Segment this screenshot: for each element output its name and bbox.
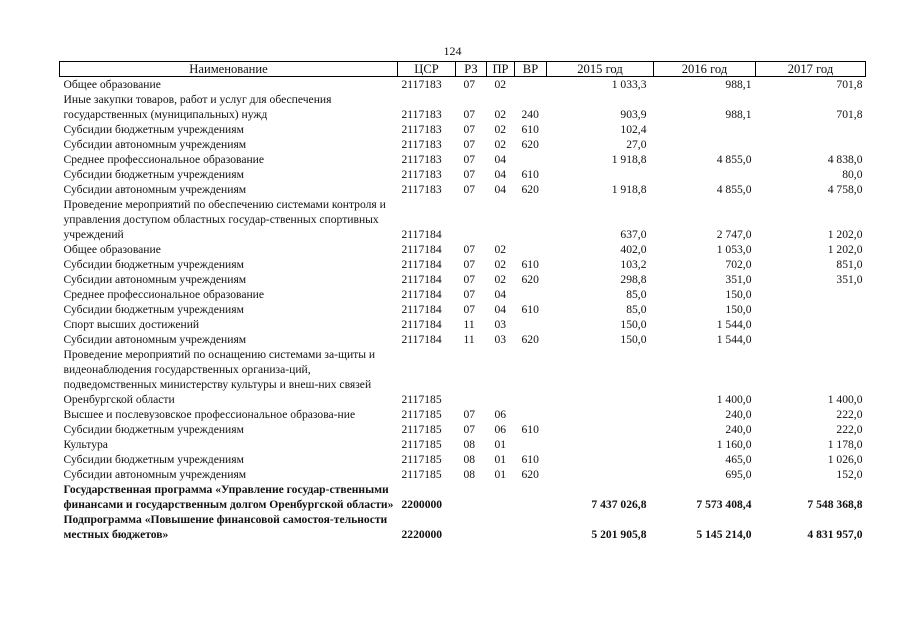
- row-vr: 610: [521, 453, 539, 466]
- row-pr: 04: [494, 153, 507, 166]
- row-value-2016: 5 145 214,0: [696, 528, 752, 541]
- row-name: Общее образование: [63, 243, 161, 256]
- row-rz: 07: [463, 108, 476, 121]
- row-value-2017: [756, 137, 866, 152]
- row-csr: 2117185: [401, 408, 442, 421]
- row-pr: [487, 512, 515, 542]
- row-rz: 07: [463, 423, 476, 436]
- row-value-2016: 150,0: [725, 288, 752, 301]
- row-value-2017: 701,8: [836, 78, 863, 91]
- table-row: [60, 407, 866, 422]
- header-rz: РЗ: [456, 62, 487, 77]
- row-csr: 2117184: [401, 288, 442, 301]
- row-vr: 610: [521, 258, 539, 271]
- row-rz: 07: [463, 153, 476, 166]
- row-value-2017: [756, 317, 866, 332]
- row-value-2015: 102,4: [620, 123, 647, 136]
- row-name: Среднее профессиональное образование: [63, 153, 265, 166]
- row-name: Подпрограмма «Повышение финансовой самостоя-тельности местных бюджетов»: [63, 513, 388, 541]
- row-value-2016: 240,0: [725, 408, 752, 421]
- row-value-2015: 150,0: [620, 318, 647, 331]
- row-value-2016: 351,0: [725, 273, 752, 286]
- row-csr: 2117183: [401, 108, 442, 121]
- row-csr: 2117185: [401, 468, 442, 481]
- table-row: [60, 152, 866, 167]
- row-csr: 2117184: [401, 243, 442, 256]
- row-csr: 2117183: [401, 168, 442, 181]
- row-value-2015: [547, 467, 654, 482]
- table-row: [60, 122, 866, 137]
- row-value-2016: 695,0: [725, 468, 752, 481]
- row-csr: 2117184: [401, 303, 442, 316]
- row-value-2016: 7 573 408,4: [696, 498, 752, 511]
- row-value-2016: 1 400,0: [716, 393, 752, 406]
- row-vr: [515, 407, 547, 422]
- row-value-2017: 222,0: [836, 423, 863, 436]
- row-name: Субсидии автономным учреждениям: [63, 183, 247, 196]
- table-row: [60, 512, 866, 542]
- row-value-2017: 1 178,0: [827, 438, 863, 451]
- row-csr: 2200000: [401, 498, 443, 511]
- row-value-2017: 222,0: [836, 408, 863, 421]
- table-row: [60, 422, 866, 437]
- row-value-2015: 402,0: [620, 243, 647, 256]
- row-csr: 2117184: [401, 273, 442, 286]
- row-name: Субсидии бюджетным учреждениям: [63, 303, 244, 316]
- row-pr: 03: [494, 318, 507, 331]
- table-row: [60, 257, 866, 272]
- table-row: [60, 437, 866, 452]
- row-pr: 04: [494, 303, 507, 316]
- row-value-2017: 701,8: [836, 108, 863, 121]
- row-value-2016: 4 855,0: [716, 183, 752, 196]
- row-vr: [515, 152, 547, 167]
- row-value-2016: 702,0: [725, 258, 752, 271]
- row-vr: 620: [521, 468, 539, 481]
- row-name: Общее образование: [63, 78, 161, 91]
- row-value-2015: 150,0: [620, 333, 647, 346]
- row-value-2017: 1 202,0: [827, 243, 863, 256]
- row-value-2017: 1 026,0: [827, 453, 863, 466]
- row-value-2016: [654, 137, 756, 152]
- table-row: [60, 167, 866, 182]
- row-pr: 02: [494, 123, 507, 136]
- row-value-2017: 851,0: [836, 258, 863, 271]
- table-body: [60, 77, 866, 543]
- row-pr: 02: [494, 78, 507, 91]
- row-value-2015: 637,0: [620, 228, 647, 241]
- row-pr: 02: [494, 273, 507, 286]
- header-csr: ЦСР: [398, 62, 456, 77]
- row-name: Субсидии бюджетным учреждениям: [63, 423, 244, 436]
- row-rz: 11: [463, 333, 475, 346]
- row-pr: 04: [494, 183, 507, 196]
- row-value-2016: 240,0: [725, 423, 752, 436]
- row-vr: [515, 287, 547, 302]
- row-rz: 07: [463, 168, 476, 181]
- row-rz: 07: [463, 408, 476, 421]
- table-row: [60, 467, 866, 482]
- row-vr: 610: [521, 168, 539, 181]
- row-name: Культура: [63, 438, 108, 451]
- row-csr: 2117183: [401, 183, 442, 196]
- row-value-2017: 1 202,0: [827, 228, 863, 241]
- row-value-2015: 27,0: [626, 138, 647, 151]
- row-value-2016: 1 053,0: [716, 243, 752, 256]
- header-pr: ПР: [487, 62, 515, 77]
- row-rz: 07: [463, 303, 476, 316]
- row-name: Субсидии бюджетным учреждениям: [63, 123, 244, 136]
- row-vr: 620: [521, 333, 539, 346]
- row-rz: 07: [463, 183, 476, 196]
- row-rz: 08: [463, 468, 476, 481]
- row-value-2015: 298,8: [620, 273, 647, 286]
- header-vr: ВР: [515, 62, 547, 77]
- row-csr: 2117183: [401, 123, 442, 136]
- row-pr: 01: [494, 468, 507, 481]
- row-name: Субсидии бюджетным учреждениям: [63, 168, 244, 181]
- row-value-2015: [547, 452, 654, 467]
- row-csr: 2117185: [401, 423, 442, 436]
- row-csr: 2117185: [401, 453, 442, 466]
- row-vr: 240: [521, 108, 539, 121]
- row-csr: 2117183: [401, 153, 442, 166]
- row-name: Среднее профессиональное образование: [63, 288, 265, 301]
- row-csr: 2117183: [401, 78, 442, 91]
- row-rz: 07: [463, 258, 476, 271]
- row-name: Спорт высших достижений: [63, 318, 200, 331]
- row-name: Проведение мероприятий по оснащению системами за-щиты и видеонаблюдения государственных организа-ций, подведомственных министерству культуры и внеш-них связей Оренбургской области: [63, 348, 376, 406]
- row-pr: 04: [494, 168, 507, 181]
- row-csr: 2117184: [401, 333, 442, 346]
- row-vr: [515, 347, 547, 407]
- row-vr: 610: [521, 303, 539, 316]
- row-vr: [515, 437, 547, 452]
- row-name: Субсидии автономным учреждениям: [63, 333, 247, 346]
- row-value-2015: 903,9: [620, 108, 647, 121]
- row-name: Государственная программа «Управление государ-ственными финансами и государственным долгом Оренбургской области»: [63, 483, 394, 511]
- header-2015: 2015 год: [547, 62, 654, 77]
- row-vr: 620: [521, 183, 539, 196]
- row-value-2016: 465,0: [725, 453, 752, 466]
- row-name: Иные закупки товаров, работ и услуг для обеспечения государственных (муниципальных) нужд: [63, 93, 332, 121]
- row-value-2016: 4 855,0: [716, 153, 752, 166]
- row-vr: 610: [521, 123, 539, 136]
- row-value-2015: [547, 347, 654, 407]
- row-csr: 2117184: [401, 318, 442, 331]
- row-pr: 01: [494, 453, 507, 466]
- row-pr: 02: [494, 138, 507, 151]
- table-row: [60, 77, 866, 93]
- table-row: [60, 287, 866, 302]
- row-pr: [487, 347, 515, 407]
- table-row: [60, 332, 866, 347]
- row-value-2017: 1 400,0: [827, 393, 863, 406]
- row-value-2015: [547, 407, 654, 422]
- row-pr: 04: [494, 288, 507, 301]
- row-csr: 2117185: [401, 393, 442, 406]
- row-vr: [515, 242, 547, 257]
- table-row: [60, 272, 866, 287]
- row-name: Субсидии автономным учреждениям: [63, 273, 247, 286]
- row-vr: [515, 77, 547, 93]
- row-value-2015: 103,2: [620, 258, 647, 271]
- row-pr: [487, 197, 515, 242]
- row-value-2017: 80,0: [842, 168, 863, 181]
- row-csr: 2117184: [401, 258, 442, 271]
- row-value-2017: 4 831 957,0: [807, 528, 863, 541]
- table-header: [60, 62, 866, 77]
- row-vr: [515, 512, 547, 542]
- row-vr: 620: [521, 273, 539, 286]
- row-value-2015: 85,0: [626, 288, 647, 301]
- row-rz: 08: [463, 438, 476, 451]
- row-value-2016: 1 544,0: [716, 333, 752, 346]
- row-csr: 2117184: [401, 228, 442, 241]
- row-rz: [456, 197, 487, 242]
- row-value-2017: 7 548 368,8: [807, 498, 863, 511]
- row-vr: 610: [521, 423, 539, 436]
- row-value-2017: [756, 332, 866, 347]
- row-rz: [456, 512, 487, 542]
- row-rz: [456, 347, 487, 407]
- row-name: Субсидии бюджетным учреждениям: [63, 258, 244, 271]
- row-rz: 07: [463, 78, 476, 91]
- table-row: [60, 197, 866, 242]
- table-row: [60, 182, 866, 197]
- table-row: [60, 482, 866, 512]
- row-csr: 2220000: [401, 528, 443, 541]
- header-row: [60, 62, 866, 77]
- row-value-2017: [756, 122, 866, 137]
- row-rz: 07: [463, 273, 476, 286]
- row-value-2015: 85,0: [626, 303, 647, 316]
- row-value-2017: [756, 287, 866, 302]
- row-value-2015: 1 918,8: [611, 153, 647, 166]
- row-value-2015: 5 201 905,8: [591, 528, 647, 541]
- row-value-2016: [654, 167, 756, 182]
- row-value-2015: 1 033,3: [611, 78, 647, 91]
- row-value-2016: 1 160,0: [716, 438, 752, 451]
- row-value-2016: 150,0: [725, 303, 752, 316]
- row-rz: 07: [463, 138, 476, 151]
- row-pr: 02: [494, 243, 507, 256]
- row-value-2016: 2 747,0: [716, 228, 752, 241]
- row-rz: 07: [463, 123, 476, 136]
- header-2016: 2016 год: [654, 62, 756, 77]
- row-value-2016: 988,1: [725, 78, 752, 91]
- row-rz: 07: [463, 243, 476, 256]
- row-pr: 02: [494, 108, 507, 121]
- row-name: Высшее и послевузовское профессиональное образова-ние: [63, 408, 356, 421]
- table-row: [60, 92, 866, 122]
- row-pr: 06: [494, 423, 507, 436]
- header-name: Наименование: [60, 62, 398, 77]
- row-value-2017: 351,0: [836, 273, 863, 286]
- table-row: [60, 347, 866, 407]
- row-rz: [456, 482, 487, 512]
- row-value-2017: 152,0: [836, 468, 863, 481]
- row-vr: 620: [521, 138, 539, 151]
- row-value-2017: 4 758,0: [827, 183, 863, 196]
- row-value-2015: 7 437 026,8: [591, 498, 647, 511]
- row-name: Субсидии автономным учреждениям: [63, 138, 247, 151]
- row-value-2015: [547, 437, 654, 452]
- row-pr: 06: [494, 408, 507, 421]
- row-rz: 11: [463, 318, 475, 331]
- row-pr: [487, 482, 515, 512]
- table-row: [60, 302, 866, 317]
- row-value-2017: 4 838,0: [827, 153, 863, 166]
- row-vr: [515, 482, 547, 512]
- row-rz: 07: [463, 288, 476, 301]
- row-pr: 03: [494, 333, 507, 346]
- header-2017: 2017 год: [756, 62, 866, 77]
- table-row: [60, 242, 866, 257]
- row-csr: 2117183: [401, 138, 442, 151]
- row-value-2016: 1 544,0: [716, 318, 752, 331]
- row-rz: 08: [463, 453, 476, 466]
- table-row: [60, 317, 866, 332]
- page-number: 124: [443, 44, 462, 58]
- row-pr: 02: [494, 258, 507, 271]
- row-value-2016: [654, 122, 756, 137]
- table-row: [60, 452, 866, 467]
- budget-table: [59, 61, 866, 542]
- row-name: Проведение мероприятий по обеспечению системами контроля и управления доступом областных государ-ственных спортивных учреждений: [63, 198, 386, 241]
- row-value-2016: 988,1: [725, 108, 752, 121]
- row-value-2015: [547, 167, 654, 182]
- row-csr: 2117185: [401, 438, 442, 451]
- row-vr: [515, 317, 547, 332]
- row-vr: [515, 197, 547, 242]
- row-value-2017: [756, 302, 866, 317]
- row-pr: 01: [494, 438, 507, 451]
- row-name: Субсидии бюджетным учреждениям: [63, 453, 244, 466]
- row-value-2015: [547, 422, 654, 437]
- row-name: Субсидии автономным учреждениям: [63, 468, 247, 481]
- row-value-2015: 1 918,8: [611, 183, 647, 196]
- table-row: [60, 137, 866, 152]
